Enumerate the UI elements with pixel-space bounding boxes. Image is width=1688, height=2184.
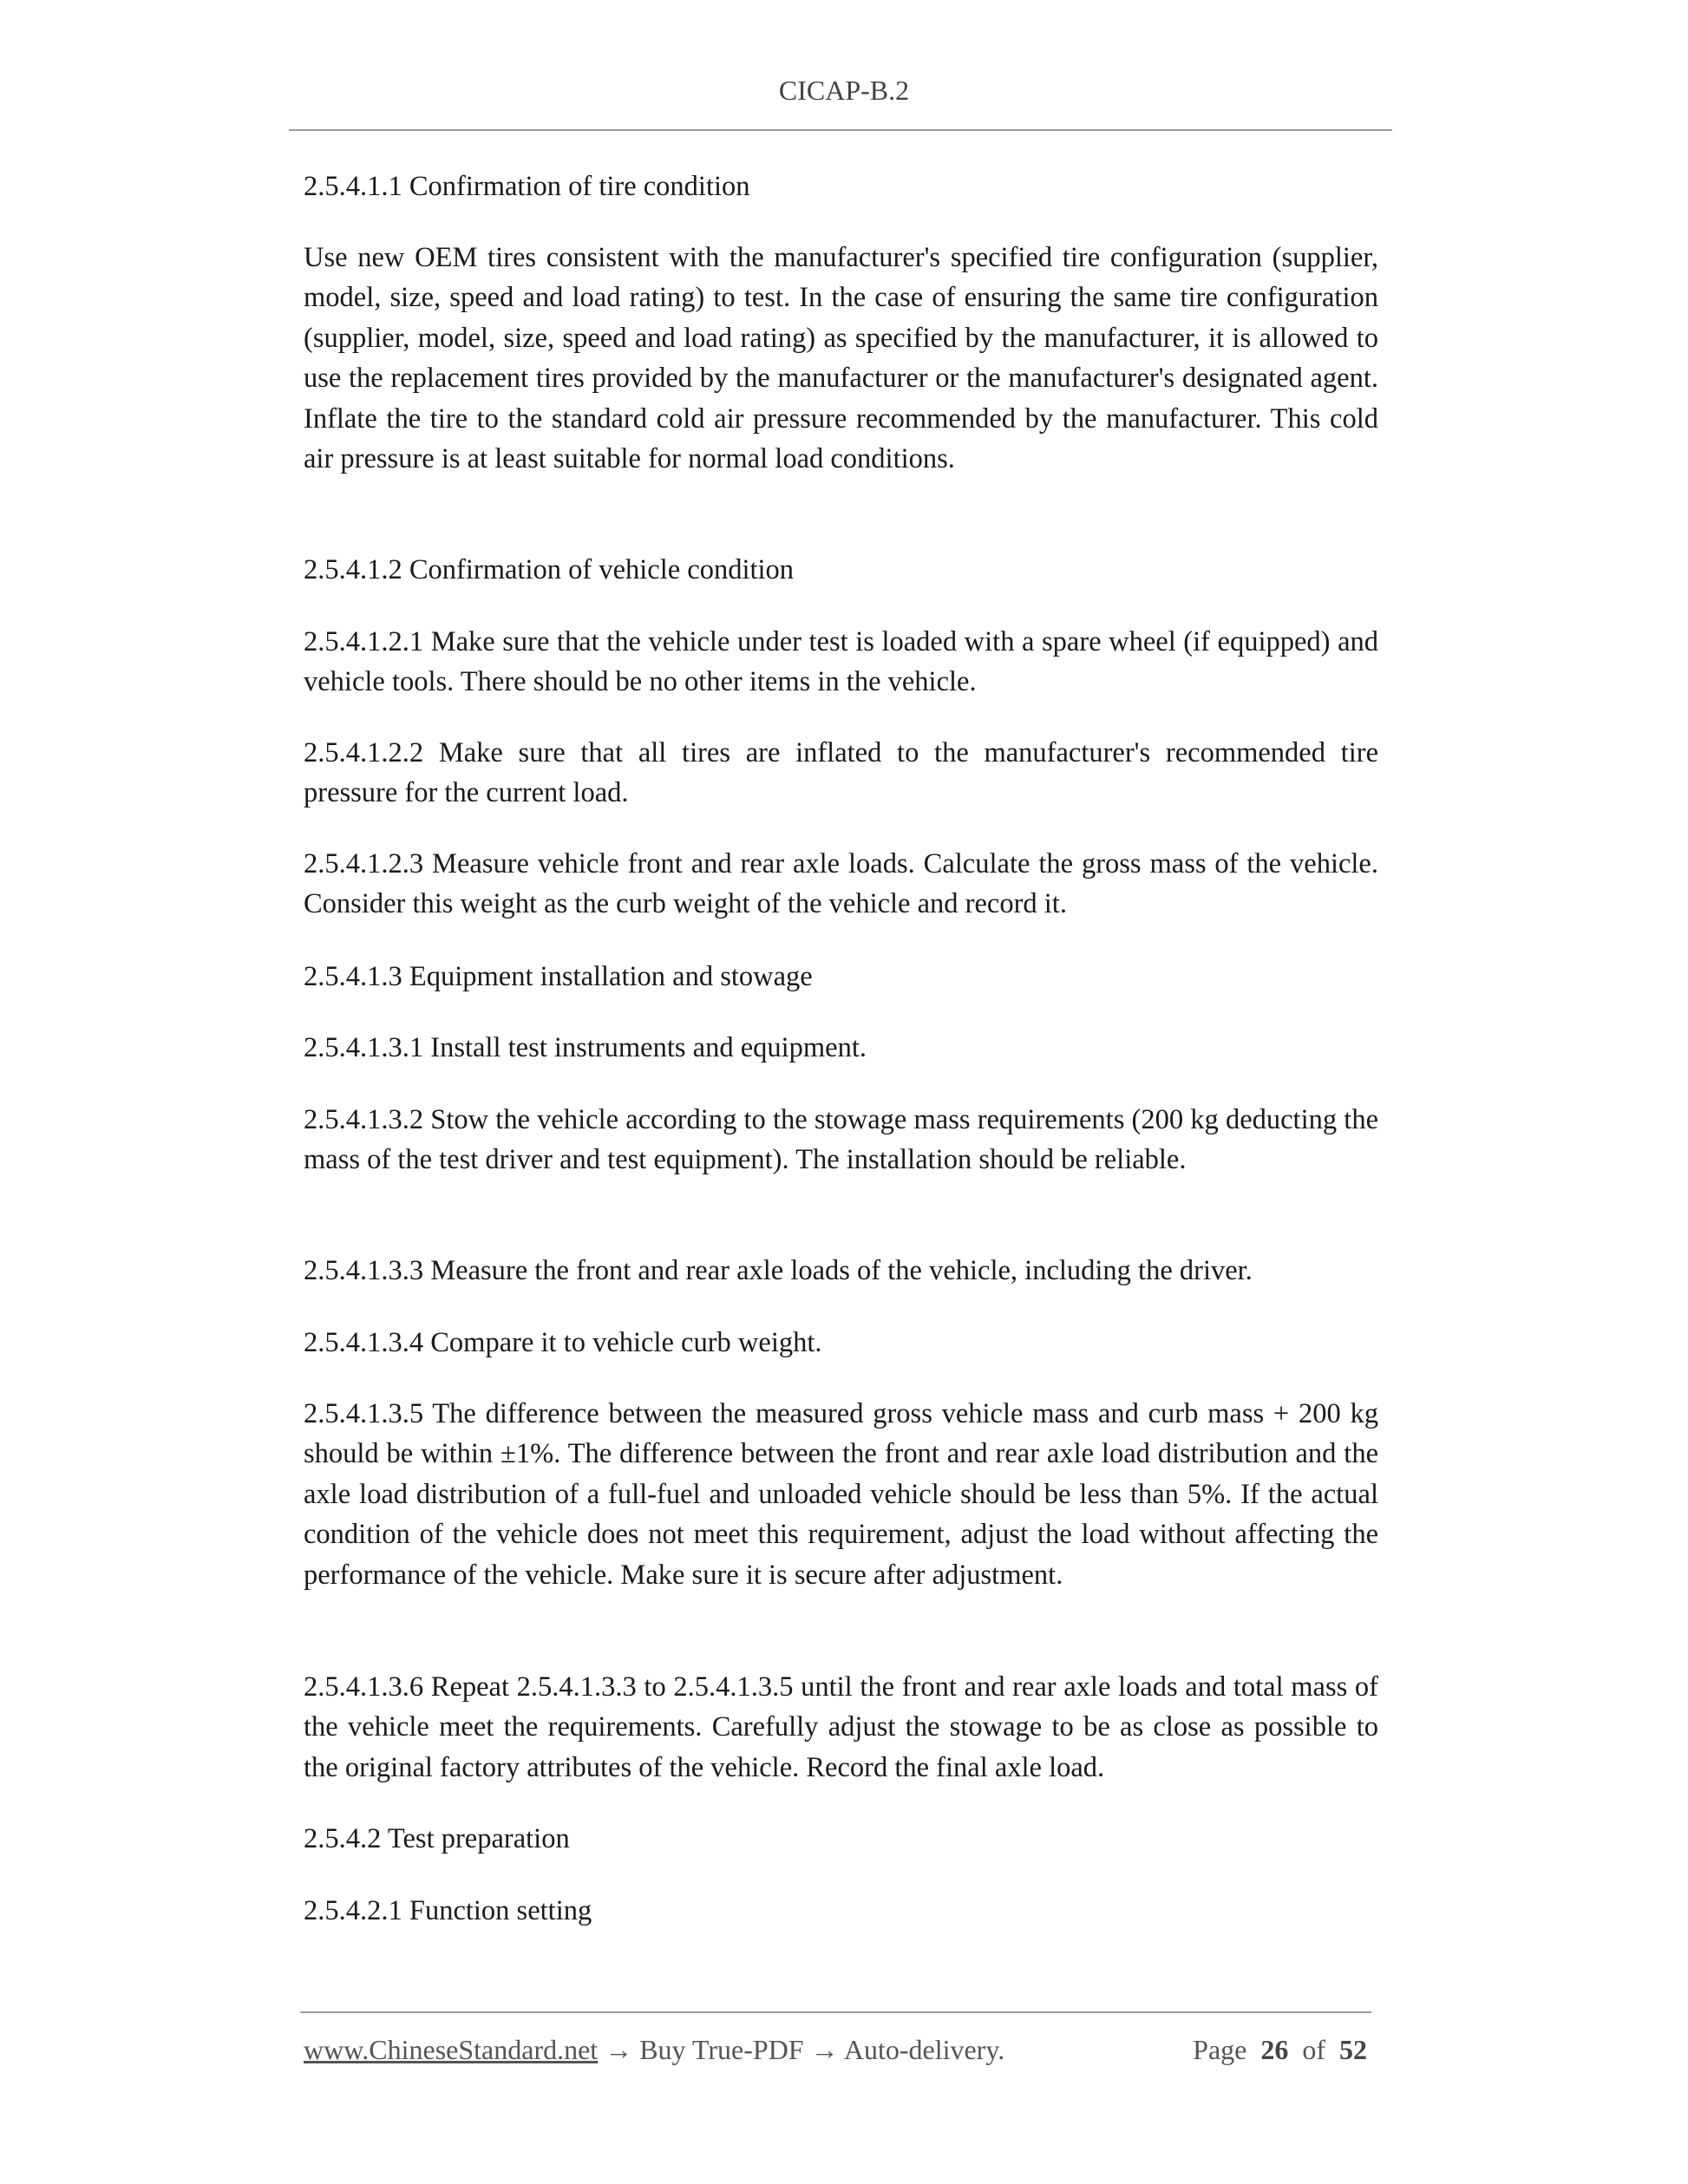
page-label: Page bbox=[1193, 2034, 1247, 2065]
paragraph: 2.5.4.1.3.5 The difference between the measured gross vehicle mass and curb mass + 200 kg should be within ±1%. The difference between the front and rear axle load distribution and the axle load distribution of a full-fuel and unloaded vehicle should be less than 5%. If the actual condition of the vehicle does not meet this requirement, adjust the load without affecting the performance of the vehicle. Make sure it is secure after adjustment. bbox=[304, 1398, 1378, 1591]
paragraph: 2.5.4.1.3.4 Compare it to vehicle curb weight. bbox=[304, 1327, 822, 1358]
total-pages: 52 bbox=[1339, 2034, 1367, 2065]
paragraph: Use new OEM tires consistent with the manufacturer's specified tire configuration (supplier, model, size, speed and load rating) to test. In the case of ensuring the same tire configuration (supplier, model, size, speed and load rating) as specified by the manufacturer, it is allowed to use the replacement tires provided by the manufacturer or the manufacturer's designated agent. Inflate the tire to the standard cold air pressure recommended by the manufacturer. This cold air pressure is at least suitable for normal load conditions. bbox=[304, 242, 1378, 475]
footer-divider bbox=[300, 2011, 1371, 2013]
section-heading: 2.5.4.1.2 Confirmation of vehicle condition bbox=[304, 554, 795, 585]
section-heading: 2.5.4.1.1 Confirmation of tire condition bbox=[304, 171, 750, 202]
section-heading: 2.5.4.2.1 Function setting bbox=[304, 1895, 592, 1926]
footer-promo bbox=[304, 2034, 1004, 2066]
current-page: 26 bbox=[1260, 2034, 1289, 2065]
paragraph: 2.5.4.1.3.1 Install test instruments and equipment. bbox=[304, 1032, 867, 1063]
website-link[interactable]: www.ChineseStandard.net bbox=[304, 2034, 599, 2065]
paragraph: 2.5.4.1.2.3 Measure vehicle front and rear axle loads. Calculate the gross mass of the vehicle. Consider this weight as the curb weight of the vehicle and record it. bbox=[304, 848, 1378, 920]
section-heading: 2.5.4.1.3 Equipment installation and stowage bbox=[304, 961, 813, 992]
paragraph: 2.5.4.1.3.2 Stow the vehicle according to the stowage mass requirements (200 kg deducting the mass of the test driver and test equipment). The installation should be reliable. bbox=[304, 1104, 1378, 1176]
paragraph: 2.5.4.1.3.3 Measure the front and rear axle loads of the vehicle, including the driver. bbox=[304, 1255, 1253, 1286]
footer-text-1: → Buy True-PDF bbox=[598, 2034, 811, 2065]
paragraph: 2.5.4.1.2.1 Make sure that the vehicle under test is loaded with a spare wheel (if equipped) and vehicle tools. There should be no other items in the vehicle. bbox=[304, 626, 1378, 698]
of-label: of bbox=[1302, 2034, 1325, 2065]
page-number bbox=[1193, 2034, 1367, 2066]
section-heading: 2.5.4.2 Test preparation bbox=[304, 1823, 570, 1854]
paragraph: 2.5.4.1.3.6 Repeat 2.5.4.1.3.3 to 2.5.4.1.3.5 until the front and rear axle loads and total mass of the vehicle meet the requirements. Carefully adjust the stowage to be as close as possible to the original factory attributes of the vehicle. Record the final axle load. bbox=[304, 1671, 1378, 1783]
running-header: CICAP-B.2 bbox=[778, 75, 910, 106]
paragraph: 2.5.4.1.2.2 Make sure that all tires are inflated to the manufacturer's recommended tire pressure for the current load. bbox=[304, 737, 1378, 809]
header-divider bbox=[289, 129, 1392, 131]
page-footer bbox=[304, 2034, 1367, 2066]
footer-text-2: → Auto-delivery. bbox=[810, 2034, 1005, 2065]
